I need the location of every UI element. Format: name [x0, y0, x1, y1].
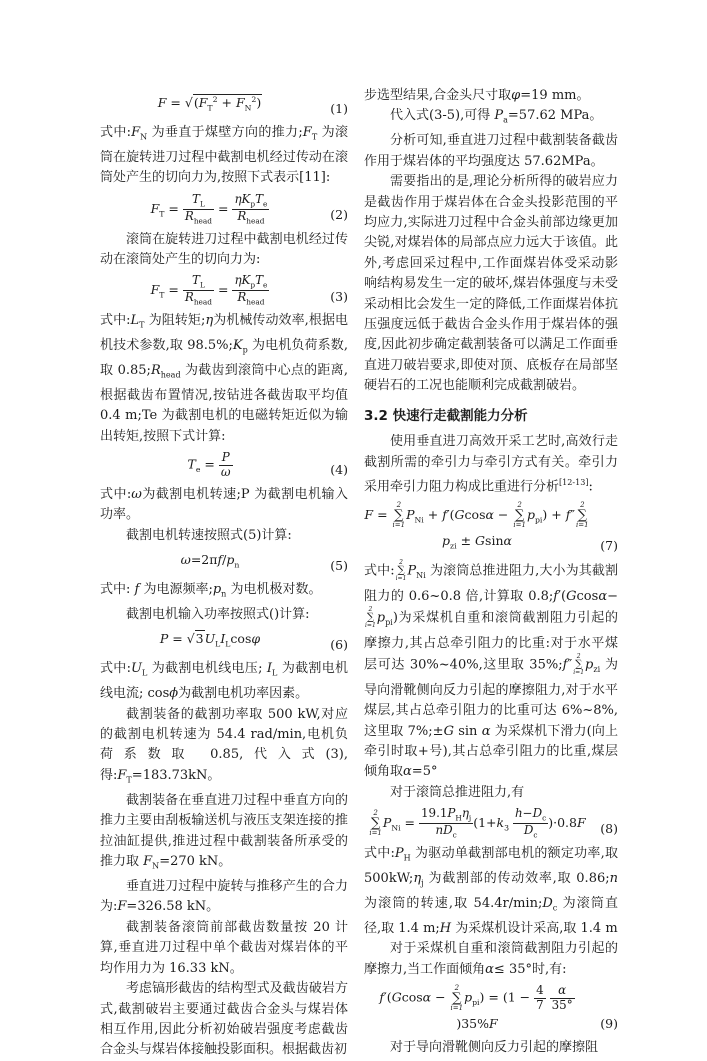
paragraph: 式中: f 为电源频率$;p_n$ 为电机极对数。 — [100, 581, 322, 599]
paragraph: 对于导向滑靴侧向反力引起的摩擦阻 — [390, 1040, 599, 1056]
equation — [100, 550, 348, 576]
section-heading: 3.2 快速行走截割能力分析 — [364, 407, 528, 424]
equation-body: F = 2 ∑ i=1 $P_{Ni} + f'(Gcos\alpha$ − 2 ∑ i=1 $p_{pi}) + f''$ 2 ∑ i=1 $p_{zi} \pm Gsin\alpha$ — [364, 500, 589, 551]
paragraph: 式中$:L_T$ 为阻转矩;η为机械传动效率,根据电机技术参数,取 $98.5\%;K_p$ 为电机负荷系数,取 $0.85;R_{head}$ 为截齿到滚筒中心点的距离,根据截齿布置情况,按钻进各截齿取平均值 0.4 m;Te 为截割电机的电磁转矩近似为输出转矩,按照下式计算: — [100, 313, 349, 444]
equation-number: (5) — [330, 557, 348, 573]
paragraph: 式中$:U_L$ 为截割电机线电压; $I_L$ 为截割电机线电流; cosϕ为截割电机功率因素。 — [100, 661, 348, 702]
equation — [100, 629, 348, 655]
paragraph: 代入式(3-5),可得 $P_a=57.62$ MPa。 — [390, 108, 603, 125]
equation-body: $F_T$ = $\frac{T_L}{R_{head}}$ = $\frac{\eta K_pT_e}{R_{head}}$ — [150, 191, 268, 226]
paragraph: 垂直进刀过程中旋转与推移产生的合力为:F=326.58 kN。 — [100, 879, 348, 915]
paragraph: 滚筒在旋转进刀过程中截割电机经过传动在滚筒处产生的切向力为: — [100, 231, 348, 267]
equation-body: 2 ∑ i=1 $P_{Ni}$ = $\frac{19.1P_H\eta_j}{nD_c}$ ($1+k_3$ $\frac{h-D_c}{D_c}$ )·0.8F — [369, 806, 586, 840]
paragraph: 考虑镐形截齿的结构型式及截齿破岩方式,截割破岩主要通过截齿合金头与煤岩体相互作用,因此分析初始破岩强度考虑截齿合金头与煤岩体接触投影面积。根据截齿初 — [100, 981, 348, 1058]
paragraph: 截割装备的截割功率取 500 kW,对应的截割电机转速为 54.4 rad/min,电机负荷系数取 0.85,代入式(3),得$:F_T=183.73kN$。 — [100, 706, 348, 785]
equation-body: $F = √(F_T^2 + F_N^2)$ — [157, 95, 262, 113]
equation — [100, 274, 348, 307]
equation-body: $P = √3U_LI_L\cos\varphi$ — [159, 631, 261, 649]
equation-number: (6) — [330, 636, 348, 652]
equation — [100, 193, 348, 226]
equation-number: (4) — [330, 462, 348, 478]
paragraph: 截割电机输入功率按照式()计算: — [126, 606, 310, 622]
equation — [364, 502, 618, 557]
paragraph: 对于采煤机自重和滚筒截割阻力引起的摩擦力,当工作面倾角α≤ 35°时,有: — [364, 941, 618, 977]
equation-body: $\omega=2\pi f/p_n$ — [180, 552, 240, 570]
equation-number: (9) — [600, 1015, 618, 1031]
paragraph: 使用垂直进刀高效开采工艺时,高效行走截割所需的牵引力与牵引方式有关。牵引力采用牵引力阻力构成比重进行分析[12-13]: — [364, 434, 618, 495]
equation-number: (7) — [600, 538, 618, 554]
paragraph: 式中:ω为截割电机转速;P 为截割电机输入功率。 — [100, 486, 348, 523]
paragraph: 对于滚筒总推进阻力,有 — [390, 784, 525, 800]
equation-body: f′(Gcosα − 2 ∑ i=1 $p_{pi}) = (1$ − $\frac{4}{7}$ $\frac{\alpha}{35^\circ}$ )35%F — [379, 983, 573, 1031]
equation — [100, 90, 348, 119]
equation-number: (1) — [330, 100, 348, 116]
equation — [364, 807, 618, 840]
paragraph: 截割装备滚筒前部截齿数量按 20 计算,垂直进刀过程中单个截齿对煤岩体的平均作用力为 16.33 kN。 — [100, 919, 348, 976]
equation-number: (8) — [600, 821, 618, 837]
equation-body: $T_e$ = $\frac{P}{\omega}$ — [187, 450, 231, 479]
equation — [100, 451, 348, 481]
paragraph: 式中: 2 ∑ i=1 $P_{Ni}$ 为滚筒总推进阻力,大小为其截割阻力的 0.6~0.8 倍,计算取 0.8;f′(Gcosα− 2 ∑ i=1 $p_{pi}$)为采煤机自重和滚筒截割阻力引起的摩擦力,其占总牵引阻力的比重:对于水平煤层可达 30%~40%,这里取 35%;f″ 2 ∑ i=1 $p_{zi}$ 为导向滑靴侧向反力引起的摩擦阻力,对于水平煤层,其占总牵引阻力的比重可达 6%~8%,这里取 7%;±G sin α 为采煤机下滑力(向上牵引时取+号),其占总牵引阻力的比重,煤层倾角取α=5° — [364, 559, 618, 780]
paragraph: 截割装备在垂直进刀过程中垂直方向的推力主要由刮板输送机与液压支架连接的推拉油缸提供,推进过程中截割装备所承受的推力取 $F_N=270$ kN。 — [100, 792, 348, 871]
paragraph: 式中$:F_N$ 为垂直于煤壁方向的推力$;F_T$ 为滚筒在旋转进刀过程中截割电机经过传动在滚筒处产生的切向力为,按照下式表示[11]: — [100, 125, 349, 186]
paragraph: 分析可知,垂直进刀过程中截割装备截齿作用于煤岩体的平均强度达 57.62MPa。 — [364, 133, 618, 169]
paragraph: 需要指出的是,理论分析所得的破岩应力是截齿作用于煤岩体在合金头投影范围的平均应力,实际进刀过程中合金头前部边缘更加尖锐,对煤岩体的局部点应力远大于该值。此外,考虑回采过程中,工作面煤岩体受采动影响结构易发生一定的破坏,煤岩体强度与未受采动相比会发生一定的降低,工作面煤岩体抗压强度远低于截齿合金头作用于煤岩体的强度,因此初步确定截割装备可以满足工作面垂直进刀破岩要求,即使对顶、底板存在局部坚硬岩石的工况也能顺利完成截割破岩。 — [364, 174, 618, 394]
paragraph: 步选型结果,合金头尺寸取φ=19 mm。 — [364, 88, 590, 103]
equation-number: (2) — [330, 207, 348, 223]
right-column — [364, 86, 618, 1058]
equation-number: (3) — [330, 288, 348, 304]
paragraph: 截割电机转速按照式(5)计算: — [126, 527, 292, 543]
left-column — [100, 86, 348, 1061]
paragraph: 式中$:P_H$ 为驱动单截割部电机的额定功率,取 $500kW;\eta_j$ 为截割部的传动效率,取 0.86;n 为滚筒的转速,取 $54.4r/\min;D_c$ 为滚筒直径,取 1.4 m;H 为采煤机设计采高,取 1.4 m — [364, 845, 619, 936]
equation-body: $F_T$ = $\frac{T_L}{R_{head}}$ = $\frac{\eta K_pT_e}{R_{head}}$ — [150, 273, 268, 307]
equation — [364, 984, 618, 1034]
